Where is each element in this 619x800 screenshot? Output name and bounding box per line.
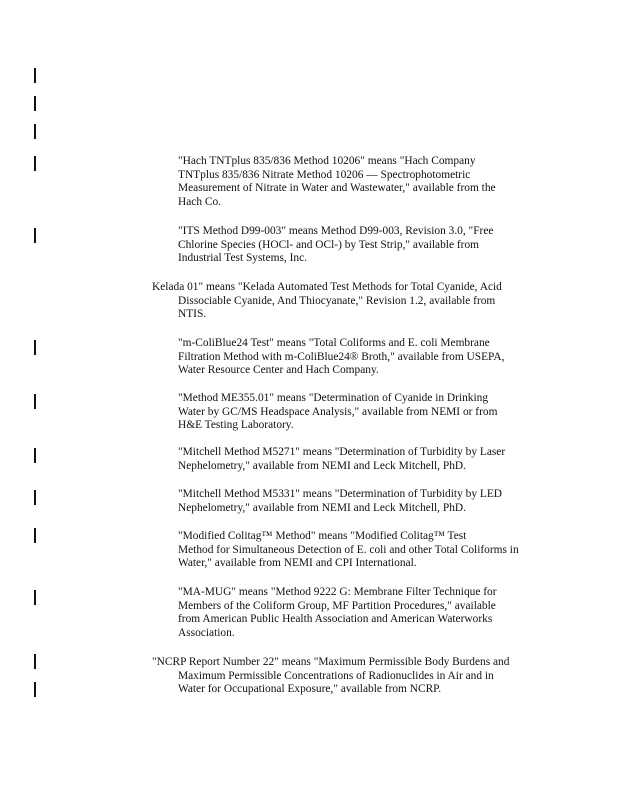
definition-line: "ITS Method D99-003" means Method D99-003, Revision 3.0, "Free bbox=[178, 225, 494, 237]
definition-line: H&E Testing Laboratory. bbox=[178, 419, 294, 432]
definition-line: Method for Simultaneous Detection of E. coli and other Total Coliforms in bbox=[178, 543, 519, 556]
change-bar bbox=[34, 590, 36, 605]
definition-line: Nephelometry," available from NEMI and Leck Mitchell, PhD. bbox=[178, 501, 466, 514]
change-bar bbox=[34, 394, 36, 409]
change-bar bbox=[34, 490, 36, 505]
change-bar bbox=[34, 654, 36, 669]
change-bar bbox=[34, 682, 36, 697]
change-bar bbox=[34, 68, 36, 83]
definition-line: Filtration Method with m-ColiBlue24® Broth," available from USEPA, bbox=[178, 350, 505, 363]
change-bar bbox=[34, 528, 36, 543]
definition-line: Dissociable Cyanide, And Thiocyanate," Revision 1.2, available from bbox=[178, 294, 496, 307]
definition-line: Kelada 01" means "Kelada Automated Test Methods for Total Cyanide, Acid bbox=[152, 281, 502, 293]
definition-ma-mug bbox=[178, 586, 552, 640]
definition-kelada bbox=[152, 281, 552, 322]
definition-ncrp-report-22 bbox=[152, 656, 552, 697]
definition-line: "NCRP Report Number 22" means "Maximum Permissible Body Burdens and bbox=[152, 656, 510, 668]
definition-line: Association. bbox=[178, 626, 235, 639]
definition-method-me355 bbox=[178, 392, 552, 433]
definition-line: TNTplus 835/836 Nitrate Method 10206 — Spectrophotometric bbox=[178, 168, 471, 181]
change-bar bbox=[34, 448, 36, 463]
definition-line: "Mitchell Method M5331" means "Determination of Turbidity by LED bbox=[178, 488, 502, 500]
definition-line: "MA-MUG" means "Method 9222 G: Membrane Filter Technique for bbox=[178, 586, 497, 598]
definition-line: Hach Co. bbox=[178, 195, 222, 208]
definition-m-coliblue24 bbox=[178, 337, 552, 378]
definition-line: Members of the Coliform Group, MF Partition Procedures," available bbox=[178, 599, 496, 612]
definition-line: Nephelometry," available from NEMI and Leck Mitchell, PhD. bbox=[178, 459, 466, 472]
definition-modified-colitag bbox=[178, 530, 552, 571]
definition-line: from American Public Health Association and American Waterworks bbox=[178, 613, 493, 626]
definition-line: Water," available from NEMI and CPI International. bbox=[178, 557, 417, 570]
definition-line: "Method ME355.01" means "Determination of Cyanide in Drinking bbox=[178, 392, 489, 404]
definition-line: Maximum Permissible Concentrations of Radionuclides in Air and in bbox=[178, 669, 494, 682]
definition-line: Industrial Test Systems, Inc. bbox=[178, 252, 308, 265]
change-bar bbox=[34, 156, 36, 171]
definition-line: NTIS. bbox=[178, 308, 207, 321]
definition-line: Water for Occupational Exposure," available from NCRP. bbox=[178, 683, 442, 696]
definition-its-method bbox=[178, 225, 552, 266]
change-bar bbox=[34, 340, 36, 355]
definition-line: Measurement of Nitrate in Water and Wastewater," available from the bbox=[178, 182, 496, 195]
definition-mitchell-m5331 bbox=[178, 488, 552, 515]
definition-line: "Modified Colitag™ Method" means "Modified Colitag™ Test bbox=[178, 530, 467, 542]
definition-line: Water by GC/MS Headspace Analysis," available from NEMI or from bbox=[178, 405, 498, 418]
change-bar bbox=[34, 228, 36, 243]
definition-line: Chlorine Species (HOCl- and OCl-) by Test Strip," available from bbox=[178, 238, 480, 251]
definition-line: "m-ColiBlue24 Test" means "Total Coliforms and E. coli Membrane bbox=[178, 337, 490, 349]
change-bar bbox=[34, 124, 36, 139]
definition-hach-tntplus bbox=[178, 155, 552, 209]
definition-line: "Hach TNTplus 835/836 Method 10206" means "Hach Company bbox=[178, 155, 476, 167]
definition-line: "Mitchell Method M5271" means "Determination of Turbidity by Laser bbox=[178, 446, 506, 458]
definition-mitchell-m5271 bbox=[178, 446, 552, 473]
definition-line: Water Resource Center and Hach Company. bbox=[178, 364, 379, 377]
change-bar bbox=[34, 96, 36, 111]
